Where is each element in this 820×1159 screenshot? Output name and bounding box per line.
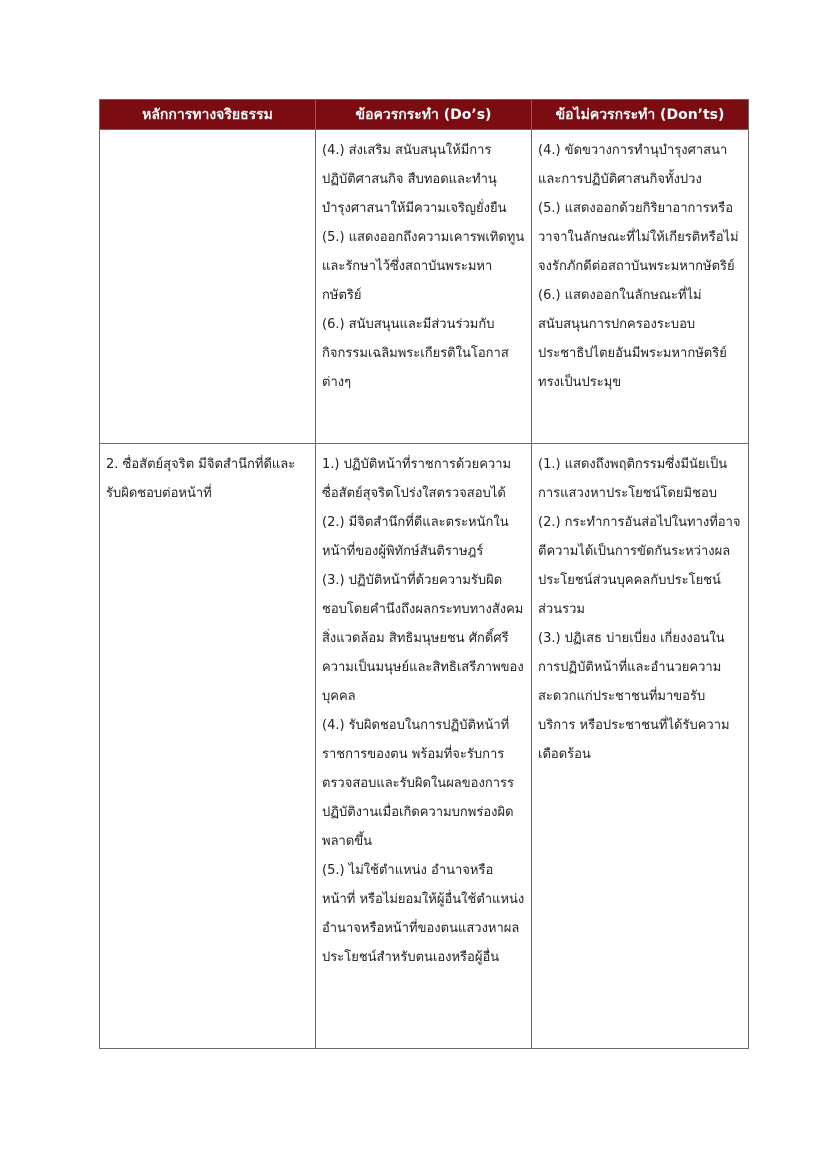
principle-cell (100, 130, 316, 444)
ethics-table (99, 99, 749, 1049)
donts-cell (532, 444, 749, 1049)
dos-cell (316, 130, 532, 444)
donts-item: (5.) แสดงออกด้วยกิริยาอาการหรือวาจาในลักษณะที่ไม่ให้เกียรติหรือไม่จงรักภักดีต่อสถาบันพระมหากษัตริย์ (538, 201, 739, 274)
table-header-row (100, 100, 749, 130)
dos-item: (5.) ไม่ใช้ตำแหน่ง อำนาจหรือหน้าที่ หรือไม่ยอมให้ผู้อื่นใช้ตำแหน่งอำนาจหรือหน้าที่ของตนแสวงหาผลประโยชน์สำหรับตนเองหรือผู้อื่น (322, 863, 525, 965)
dos-item: (4.) ส่งเสริม สนับสนุนให้มีการปฏิบัติศาสนกิจ สืบทอดและทำนุบำรุงศาสนาให้มีความเจริญยั่งยืน (322, 143, 507, 216)
dos-item: (5.) แสดงออกถึงความเคารพเทิดทูน และรักษาไว้ซึ่งสถาบันพระมหากษัตริย์ (322, 230, 525, 303)
donts-item: (6.) แสดงออกในลักษณะที่ไม่สนับสนุนการปกครองระบอบประชาธิปไตยอันมีพระมหากษัตริย์ทรงเป็นประมุข (538, 288, 727, 390)
dos-item: (2.) มีจิตสำนึกที่ดีและตระหนักในหน้าที่ของผู้พิทักษ์สันติราษฎร์ (322, 515, 509, 559)
donts-item: (4.) ขัดขวางการทำนุบำรุงศาสนาและการปฏิบัติศาสนกิจทั้งปวง (538, 143, 728, 187)
principle-text: 2. ซื่อสัตย์สุจริต มีจิตสำนึกที่ดีและรับผิดชอบต่อหน้าที่ (106, 457, 296, 501)
donts-cell (532, 130, 749, 444)
header-principle: หลักการทางจริยธรรม (100, 100, 316, 130)
donts-item: (1.) แสดงถึงพฤติกรรมซึ่งมีนัยเป็น การแสวงหาประโยชน์โดยมิชอบ (538, 457, 728, 501)
donts-item: (2.) กระทำการอันส่อไปในทางที่อาจตีความได้เป็นการขัดกันระหว่างผลประโยชน์ส่วนบุคคลกับประโยชน์ส่วนรวม (538, 515, 741, 617)
table-row (100, 130, 749, 444)
dos-item: (4.) รับผิดชอบในการปฏิบัติหน้าที่ราชการของตน พร้อมที่จะรับการตรวจสอบและรับผิดในผลของการรปฏิบัติงานเมื่อเกิดความบกพร่องผิดพลาดขึ้น (322, 718, 514, 849)
dos-cell (316, 444, 532, 1049)
table-row (100, 444, 749, 1049)
dos-item: (3.) ปฏิบัติหน้าที่ด้วยความรับผิดชอบโดยคำนึงถึงผลกระทบทางสังคมสิ่งแวดล้อม สิทธิมนุษยชน ศักดิ์ศรีความเป็นมนุษย์และสิทธิเสรีภาพของบุคคล (322, 573, 524, 704)
header-donts: ข้อไม่ควรกระทำ (Don’ts) (532, 100, 749, 130)
dos-item: 1.) ปฏิบัติหน้าที่ราชการด้วยความซื่อสัตย์สุจริตโปร่งใสตรวจสอบได้ (322, 457, 512, 501)
principle-cell (100, 444, 316, 1049)
header-dos: ข้อควรกระทำ (Do’s) (316, 100, 532, 130)
dos-item: (6.) สนับสนุนและมีส่วนร่วมกับกิจกรรมเฉลิมพระเกียรติในโอกาสต่างๆ (322, 317, 509, 390)
donts-item: (3.) ปฏิเสธ บ่ายเบี่ยง เกี่ยงงอนในการปฏิบัติหน้าที่และอำนวยความสะดวกแก่ประชาชนที่มาขอรับบริการ หรือประชาชนที่ได้รับความเดือดร้อน (538, 631, 730, 762)
